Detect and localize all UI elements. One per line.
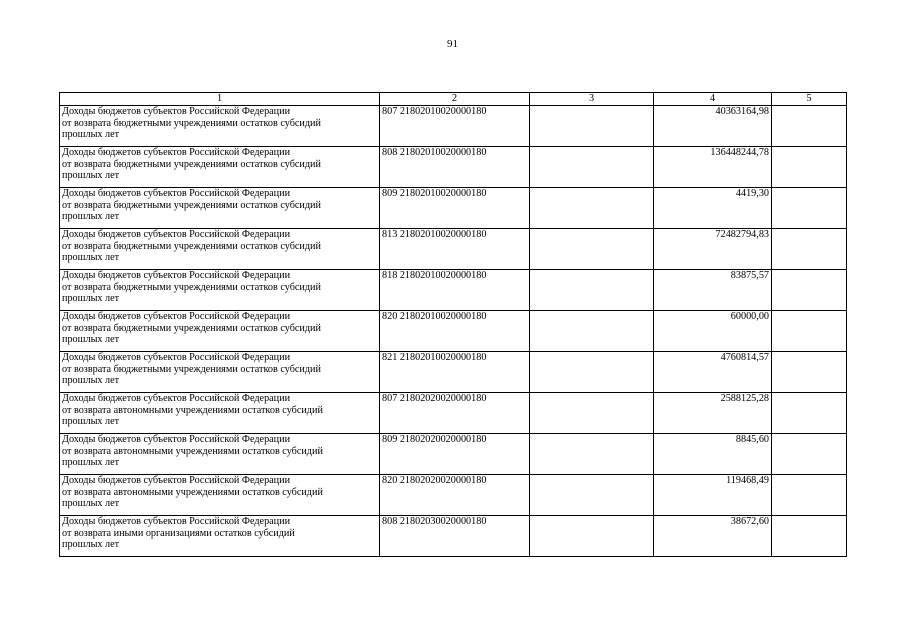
revenue-name-cell: Доходы бюджетов субъектов Российской Федерации от возврата бюджетными учреждениями остатков субсидий прошлых лет xyxy=(60,188,380,229)
table-row xyxy=(60,229,847,270)
column-3-cell xyxy=(530,229,654,270)
amount-cell: 136448244,78 xyxy=(654,147,772,188)
column-5-cell xyxy=(772,311,847,352)
amount-cell: 60000,00 xyxy=(654,311,772,352)
budget-revenue-table xyxy=(59,92,847,557)
column-header-3: 3 xyxy=(530,93,654,106)
column-3-cell xyxy=(530,516,654,557)
column-5-cell xyxy=(772,516,847,557)
column-5-cell xyxy=(772,270,847,311)
budget-code-cell: 808 21802010020000180 xyxy=(380,147,530,188)
column-5-cell xyxy=(772,106,847,147)
amount-cell: 83875,57 xyxy=(654,270,772,311)
revenue-name-cell: Доходы бюджетов субъектов Российской Федерации от возврата автономными учреждениями остатков субсидий прошлых лет xyxy=(60,434,380,475)
column-3-cell xyxy=(530,147,654,188)
table-row xyxy=(60,352,847,393)
revenue-name-cell: Доходы бюджетов субъектов Российской Федерации от возврата автономными учреждениями остатков субсидий прошлых лет xyxy=(60,393,380,434)
column-3-cell xyxy=(530,106,654,147)
column-3-cell xyxy=(530,188,654,229)
revenue-name-cell: Доходы бюджетов субъектов Российской Федерации от возврата иными организациями остатков субсидий прошлых лет xyxy=(60,516,380,557)
amount-cell: 40363164,98 xyxy=(654,106,772,147)
table-row xyxy=(60,270,847,311)
column-header-1: 1 xyxy=(60,93,380,106)
revenue-name-cell: Доходы бюджетов субъектов Российской Федерации от возврата бюджетными учреждениями остатков субсидий прошлых лет xyxy=(60,311,380,352)
column-3-cell xyxy=(530,311,654,352)
budget-code-cell: 808 21802030020000180 xyxy=(380,516,530,557)
budget-code-cell: 818 21802010020000180 xyxy=(380,270,530,311)
table-row xyxy=(60,393,847,434)
revenue-name-cell: Доходы бюджетов субъектов Российской Федерации от возврата бюджетными учреждениями остатков субсидий прошлых лет xyxy=(60,229,380,270)
revenue-name-cell: Доходы бюджетов субъектов Российской Федерации от возврата автономными учреждениями остатков субсидий прошлых лет xyxy=(60,475,380,516)
amount-cell: 2588125,28 xyxy=(654,393,772,434)
revenue-name-cell: Доходы бюджетов субъектов Российской Федерации от возврата бюджетными учреждениями остатков субсидий прошлых лет xyxy=(60,270,380,311)
column-5-cell xyxy=(772,188,847,229)
table-header-row xyxy=(60,93,847,106)
column-3-cell xyxy=(530,475,654,516)
amount-cell: 72482794,83 xyxy=(654,229,772,270)
table-row xyxy=(60,516,847,557)
budget-code-cell: 820 21802020020000180 xyxy=(380,475,530,516)
table-row xyxy=(60,311,847,352)
column-5-cell xyxy=(772,352,847,393)
amount-cell: 119468,49 xyxy=(654,475,772,516)
column-3-cell xyxy=(530,270,654,311)
amount-cell: 8845,60 xyxy=(654,434,772,475)
budget-code-cell: 820 21802010020000180 xyxy=(380,311,530,352)
budget-code-cell: 809 21802020020000180 xyxy=(380,434,530,475)
column-header-2: 2 xyxy=(380,93,530,106)
column-5-cell xyxy=(772,475,847,516)
budget-code-cell: 807 21802020020000180 xyxy=(380,393,530,434)
revenue-name-cell: Доходы бюджетов субъектов Российской Федерации от возврата бюджетными учреждениями остатков субсидий прошлых лет xyxy=(60,106,380,147)
budget-code-cell: 821 21802010020000180 xyxy=(380,352,530,393)
column-5-cell xyxy=(772,434,847,475)
budget-code-cell: 813 21802010020000180 xyxy=(380,229,530,270)
revenue-name-cell: Доходы бюджетов субъектов Российской Федерации от возврата бюджетными учреждениями остатков субсидий прошлых лет xyxy=(60,147,380,188)
column-3-cell xyxy=(530,352,654,393)
table-row xyxy=(60,147,847,188)
table-row xyxy=(60,106,847,147)
revenue-name-cell: Доходы бюджетов субъектов Российской Федерации от возврата бюджетными учреждениями остатков субсидий прошлых лет xyxy=(60,352,380,393)
amount-cell: 38672,60 xyxy=(654,516,772,557)
amount-cell: 4419,30 xyxy=(654,188,772,229)
column-5-cell xyxy=(772,229,847,270)
column-3-cell xyxy=(530,393,654,434)
amount-cell: 4760814,57 xyxy=(654,352,772,393)
table-body xyxy=(60,106,847,557)
column-3-cell xyxy=(530,434,654,475)
budget-code-cell: 807 21802010020000180 xyxy=(380,106,530,147)
table-row xyxy=(60,475,847,516)
table-row xyxy=(60,188,847,229)
column-5-cell xyxy=(772,393,847,434)
column-header-5: 5 xyxy=(772,93,847,106)
column-header-4: 4 xyxy=(654,93,772,106)
page-number: 91 xyxy=(447,38,458,50)
budget-code-cell: 809 21802010020000180 xyxy=(380,188,530,229)
column-5-cell xyxy=(772,147,847,188)
table-row xyxy=(60,434,847,475)
